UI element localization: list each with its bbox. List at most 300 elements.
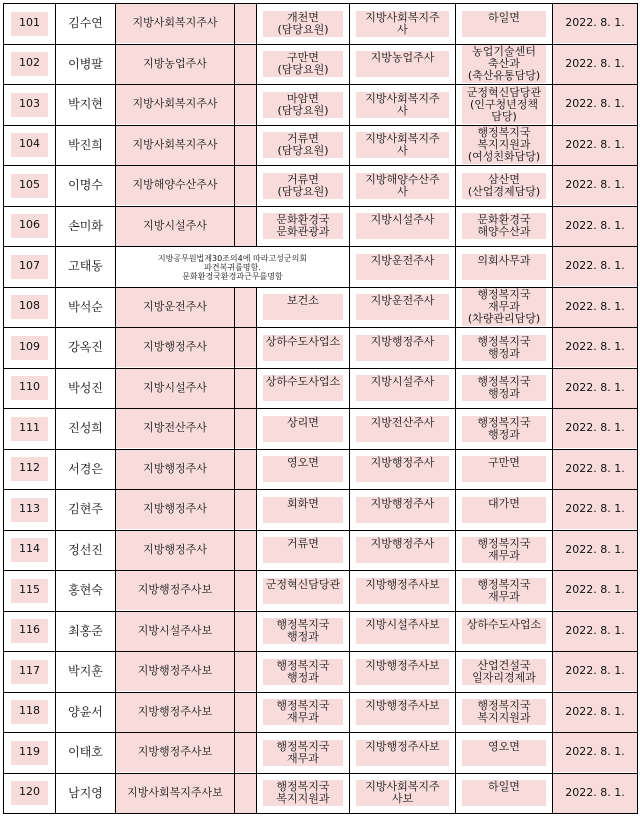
new-dept-box: [462, 497, 546, 523]
cell-name: [56, 773, 116, 814]
row-number-badge: 113: [11, 498, 49, 522]
cell-marker: [235, 368, 257, 409]
cell-number: [4, 733, 56, 774]
employee-name: 손미화: [68, 218, 103, 233]
new-rank-line: 지방사회복지주: [365, 91, 440, 105]
cell-date: [553, 247, 638, 288]
cell-date: [553, 611, 638, 652]
new-rank-box: [356, 497, 448, 523]
cell-prev-rank: [116, 449, 235, 490]
employee-name: 서경은: [68, 461, 103, 476]
cell-prev-dept: [257, 409, 350, 450]
cell-prev-rank: [116, 733, 235, 774]
prev-dept-line: (담당요원): [277, 103, 329, 117]
cell-new-dept: [456, 490, 553, 531]
cell-prev-rank: [116, 287, 235, 328]
effective-date-box: 2022. 8. 1.: [553, 85, 637, 124]
row-number-badge: 108: [11, 295, 49, 319]
prev-dept-line: 구만면: [287, 51, 319, 65]
cell-new-rank: [350, 490, 456, 531]
cell-new-dept: [456, 247, 553, 288]
cell-prev-dept: [257, 125, 350, 166]
employee-name: 박성진: [68, 380, 103, 395]
cell-new-rank: [350, 4, 456, 45]
new-dept-box: [462, 288, 546, 326]
prev-dept-box: [263, 578, 344, 604]
cell-name: [56, 733, 116, 774]
cell-name: [56, 328, 116, 369]
marker-box: [235, 612, 256, 651]
cell-new-rank: [350, 44, 456, 85]
new-dept-line: 행정복지국: [477, 699, 531, 713]
cell-name: [56, 449, 116, 490]
table-row: [4, 490, 638, 531]
cell-date: [553, 692, 638, 733]
new-dept-box: [462, 335, 546, 361]
cell-marker: [235, 125, 257, 166]
cell-marker: [235, 571, 257, 612]
cell-new-rank: [350, 206, 456, 247]
new-dept-box: [462, 126, 546, 164]
cell-date: [553, 166, 638, 207]
prev-dept-line: 상리면: [287, 415, 319, 429]
prev-rank-box: 지방운전주사: [116, 288, 234, 327]
row-number-badge: 117: [11, 660, 49, 684]
prev-rank-box: 지방사회복지주사: [116, 85, 234, 124]
row-number-badge: 107: [11, 255, 49, 279]
table-row: [4, 692, 638, 733]
new-rank-box: [356, 173, 448, 199]
cell-name: [56, 44, 116, 85]
prev-rank-box: 지방행정주사보: [116, 571, 234, 610]
new-rank-line: 지방전산주사: [370, 415, 435, 429]
new-rank-line: 지방행정주사: [370, 456, 435, 470]
cell-new-dept: [456, 692, 553, 733]
new-dept-line: 복지지원과: [477, 138, 531, 152]
new-rank-box: [356, 537, 448, 563]
cell-prev-rank: [116, 611, 235, 652]
cell-new-rank: [350, 328, 456, 369]
new-rank-line: 지방시설주사: [370, 213, 435, 227]
cell-new-dept: [456, 85, 553, 126]
prev-rank-box: 지방사회복지주사: [116, 4, 234, 43]
new-dept-box: [462, 780, 546, 806]
prev-dept-line: 개천면: [287, 10, 319, 24]
prev-dept-line: 행정과: [287, 670, 319, 684]
employee-name: 박진희: [68, 137, 103, 152]
table-row: [4, 166, 638, 207]
new-dept-line: 의회사무과: [477, 253, 531, 267]
cell-prev-dept: [257, 490, 350, 531]
cell-marker: [235, 4, 257, 45]
cell-number: [4, 611, 56, 652]
new-dept-box: [462, 659, 546, 685]
prev-dept-line: (담당요원): [277, 63, 329, 77]
new-rank-line: 사: [397, 184, 408, 198]
cell-date: [553, 44, 638, 85]
cell-prev-rank: [116, 4, 235, 45]
effective-date-box: 2022. 8. 1.: [553, 571, 637, 610]
new-rank-box: [356, 213, 448, 239]
employee-name: 김수연: [68, 16, 103, 31]
new-dept-box: [462, 173, 546, 199]
cell-prev-rank: [116, 652, 235, 693]
cell-new-rank: [350, 409, 456, 450]
new-dept-line: 담당): [491, 109, 517, 123]
marker-box: [235, 571, 256, 610]
cell-number: [4, 490, 56, 531]
cell-new-dept: [456, 409, 553, 450]
cell-prev-dept: [257, 206, 350, 247]
cell-new-rank: [350, 571, 456, 612]
cell-marker: [235, 409, 257, 450]
row-number-badge: 114: [11, 538, 49, 562]
cell-number: [4, 571, 56, 612]
new-dept-line: 대가면: [488, 496, 520, 510]
cell-marker: [235, 530, 257, 571]
cell-date: [553, 85, 638, 126]
new-rank-line: 지방행정주사보: [365, 699, 440, 713]
effective-date-box: 2022. 8. 1.: [553, 774, 637, 813]
appointment-note: 지방공무원법제30조의4에 따라고성군의회 파견복귀를명함. 문화환경국환경과근무를명함: [157, 253, 308, 281]
effective-date-box: 2022. 8. 1.: [553, 693, 637, 732]
table-body: [4, 4, 638, 814]
row-number-badge: 118: [11, 700, 49, 724]
prev-dept-box: [263, 537, 344, 563]
marker-box: [235, 531, 256, 570]
cell-new-rank: [350, 125, 456, 166]
cell-prev-dept: [257, 287, 350, 328]
prev-dept-box: [263, 213, 344, 239]
new-rank-box: [356, 578, 448, 604]
effective-date-box: 2022. 8. 1.: [553, 652, 637, 691]
new-rank-line: 지방시설주사: [370, 375, 435, 389]
personnel-appointment-table: [3, 3, 638, 814]
cell-new-rank: [350, 773, 456, 814]
new-rank-box: [356, 699, 448, 725]
prev-dept-box: [263, 618, 344, 644]
marker-box: [235, 490, 256, 529]
new-dept-line: 행정과: [488, 387, 520, 401]
prev-dept-line: 행정복지국: [276, 780, 330, 794]
cell-name: [56, 409, 116, 450]
prev-rank-box: 지방해양수산주사: [116, 166, 234, 205]
cell-new-dept: [456, 733, 553, 774]
new-rank-line: 지방행정주사: [370, 496, 435, 510]
cell-number: [4, 247, 56, 288]
table-row: [4, 125, 638, 166]
row-number-badge: 115: [11, 579, 49, 603]
cell-new-dept: [456, 125, 553, 166]
cell-number: [4, 328, 56, 369]
prev-dept-line: 행정복지국: [276, 699, 330, 713]
prev-dept-line: 회화면: [287, 496, 319, 510]
table-row: [4, 328, 638, 369]
table-row: [4, 4, 638, 45]
cell-prev-dept: [257, 85, 350, 126]
new-dept-line: (축산유통담당): [467, 69, 541, 83]
cell-new-dept: [456, 652, 553, 693]
prev-rank-box: 지방전산주사: [116, 409, 234, 448]
new-dept-line: 재무과: [488, 549, 520, 563]
new-rank-line: 사: [397, 144, 408, 158]
cell-marker: [235, 206, 257, 247]
new-dept-line: 영오면: [488, 739, 520, 753]
cell-date: [553, 206, 638, 247]
cell-prev-dept: [257, 530, 350, 571]
effective-date-box: 2022. 8. 1.: [553, 328, 637, 367]
marker-box: [235, 207, 256, 246]
effective-date-box: 2022. 8. 1.: [553, 207, 637, 246]
cell-date: [553, 652, 638, 693]
row-number-badge: 105: [11, 174, 49, 198]
new-dept-box: [462, 375, 546, 401]
cell-new-rank: [350, 692, 456, 733]
prev-rank-box: 지방행정주사보: [116, 652, 234, 691]
effective-date-box: 2022. 8. 1.: [553, 288, 637, 327]
new-dept-line: 상하수도사업소: [466, 618, 542, 632]
prev-dept-box: [263, 375, 344, 401]
new-dept-box: [462, 740, 546, 766]
new-rank-box: [356, 132, 448, 158]
cell-name: [56, 692, 116, 733]
row-number-badge: 119: [11, 741, 49, 765]
prev-dept-line: 행정복지국: [276, 739, 330, 753]
prev-rank-box: 지방행정주사: [116, 531, 234, 570]
prev-dept-box: [263, 497, 344, 523]
table-row: [4, 247, 638, 288]
cell-name: [56, 85, 116, 126]
cell-number: [4, 4, 56, 45]
cell-new-rank: [350, 733, 456, 774]
new-rank-line: 지방행정주사보: [365, 739, 440, 753]
cell-date: [553, 409, 638, 450]
prev-dept-box: [263, 51, 344, 77]
cell-prev-dept: [257, 166, 350, 207]
cell-marker: [235, 692, 257, 733]
new-dept-line: 행정복지국: [477, 415, 531, 429]
cell-new-dept: [456, 44, 553, 85]
employee-name: 이병팔: [68, 56, 103, 71]
prev-dept-line: 문화환경국: [276, 213, 330, 227]
cell-new-dept: [456, 611, 553, 652]
new-rank-line: 사: [397, 103, 408, 117]
cell-new-rank: [350, 85, 456, 126]
prev-dept-box: [263, 335, 344, 361]
marker-box: [235, 369, 256, 408]
table-row: [4, 449, 638, 490]
cell-new-rank: [350, 368, 456, 409]
cell-prev-rank: [116, 44, 235, 85]
new-dept-line: 행정과: [488, 346, 520, 360]
cell-name: [56, 247, 116, 288]
cell-number: [4, 166, 56, 207]
cell-prev-dept: [257, 449, 350, 490]
new-rank-box: [356, 740, 448, 766]
new-dept-box: [462, 578, 546, 604]
row-number-badge: 102: [11, 52, 49, 76]
cell-marker: [235, 166, 257, 207]
prev-rank-box: 지방행정주사: [116, 490, 234, 529]
cell-date: [553, 4, 638, 45]
cell-name: [56, 206, 116, 247]
prev-rank-box: 지방사회복지주사보: [116, 774, 234, 813]
marker-box: [235, 774, 256, 813]
prev-dept-line: 행정복지국: [276, 618, 330, 632]
new-rank-line: 지방사회복지주: [365, 132, 440, 146]
new-rank-box: [356, 92, 448, 118]
employee-name: 정선진: [68, 542, 103, 557]
row-number-badge: 101: [11, 12, 49, 36]
new-dept-line: 행정과: [488, 427, 520, 441]
cell-marker: [235, 652, 257, 693]
cell-prev-dept: [257, 328, 350, 369]
cell-new-dept: [456, 571, 553, 612]
cell-date: [553, 125, 638, 166]
prev-dept-box: [263, 416, 344, 442]
cell-prev-rank: [116, 692, 235, 733]
table-row: [4, 206, 638, 247]
marker-box: [235, 328, 256, 367]
cell-marker: [235, 85, 257, 126]
prev-dept-box: [263, 173, 344, 199]
table-row: [4, 409, 638, 450]
employee-name: 김현주: [68, 502, 103, 517]
marker-box: [235, 126, 256, 165]
new-dept-line: 복지지원과: [477, 711, 531, 725]
cell-marker: [235, 44, 257, 85]
cell-date: [553, 530, 638, 571]
cell-prev-rank: [116, 368, 235, 409]
new-rank-box: [356, 51, 448, 77]
employee-name: 양윤서: [68, 704, 103, 719]
cell-marker: [235, 611, 257, 652]
cell-new-rank: [350, 247, 456, 288]
cell-number: [4, 692, 56, 733]
new-rank-box: [356, 11, 448, 37]
effective-date-box: 2022. 8. 1.: [553, 612, 637, 651]
prev-dept-line: 마암면: [287, 91, 319, 105]
cell-new-rank: [350, 449, 456, 490]
cell-name: [56, 166, 116, 207]
prev-dept-line: 상하수도사업소: [265, 375, 341, 389]
new-rank-line: 사: [397, 22, 408, 36]
employee-name: 강옥진: [68, 340, 103, 355]
cell-number: [4, 287, 56, 328]
cell-new-dept: [456, 449, 553, 490]
cell-marker: [235, 490, 257, 531]
prev-dept-line: 행정복지국: [276, 658, 330, 672]
cell-number: [4, 85, 56, 126]
cell-number: [4, 449, 56, 490]
table-row: [4, 287, 638, 328]
new-rank-box: [356, 618, 448, 644]
effective-date-box: 2022. 8. 1.: [553, 369, 637, 408]
cell-number: [4, 530, 56, 571]
cell-prev-dept: [257, 368, 350, 409]
prev-dept-box: [263, 92, 344, 118]
table-row: [4, 611, 638, 652]
table-row: [4, 571, 638, 612]
cell-new-rank: [350, 611, 456, 652]
cell-new-rank: [350, 166, 456, 207]
new-dept-line: 구만면: [488, 456, 520, 470]
new-dept-line: 문화환경국: [477, 213, 531, 227]
prev-rank-box: 지방시설주사보: [116, 612, 234, 651]
employee-name: 최홍준: [68, 623, 103, 638]
new-rank-line: 지방운전주사: [370, 294, 435, 308]
cell-number: [4, 652, 56, 693]
new-dept-box: [462, 456, 546, 482]
prev-rank-box: 지방행정주사보: [116, 733, 234, 772]
new-dept-box: [462, 416, 546, 442]
new-dept-line: 하일면: [488, 10, 520, 24]
marker-box: [235, 166, 256, 205]
new-dept-box: [462, 699, 546, 725]
cell-new-rank: [350, 287, 456, 328]
prev-rank-box: 지방행정주사보: [116, 693, 234, 732]
new-rank-line: 지방사회복지주: [365, 10, 440, 24]
cell-marker: [235, 733, 257, 774]
new-rank-box: [356, 456, 448, 482]
prev-dept-line: 재무과: [287, 711, 319, 725]
table-row: [4, 530, 638, 571]
table-row: [4, 733, 638, 774]
new-dept-line: 축산과: [488, 57, 520, 71]
row-number-badge: 104: [11, 133, 49, 157]
table-row: [4, 773, 638, 814]
employee-name: 이태호: [68, 745, 103, 760]
cell-new-rank: [350, 530, 456, 571]
cell-date: [553, 287, 638, 328]
cell-date: [553, 368, 638, 409]
new-dept-line: 농업기술센터: [472, 45, 536, 59]
prev-dept-line: 거류면: [287, 537, 319, 551]
new-dept-box: [462, 213, 546, 239]
new-rank-box: [356, 780, 448, 806]
cell-prev-rank: [116, 206, 235, 247]
cell-new-dept: [456, 4, 553, 45]
new-dept-box: [462, 254, 546, 280]
cell-prev-rank: [116, 571, 235, 612]
cell-prev-dept: [257, 44, 350, 85]
employee-name: 남지영: [68, 785, 103, 800]
new-rank-box: [356, 375, 448, 401]
new-dept-line: (산업경제담당): [467, 184, 541, 198]
new-dept-line: (인구청년정책: [469, 97, 539, 111]
new-dept-box: [462, 537, 546, 563]
cell-prev-rank: [116, 125, 235, 166]
cell-new-dept: [456, 368, 553, 409]
new-dept-line: 해양수산과: [477, 225, 531, 239]
row-number-badge: 110: [11, 376, 49, 400]
row-number-badge: 106: [11, 214, 49, 238]
table-row: [4, 652, 638, 693]
marker-box: [235, 450, 256, 489]
prev-dept-box: [263, 132, 344, 158]
new-dept-line: (여성친화담당): [467, 150, 541, 164]
new-rank-line: 지방행정주사보: [365, 658, 440, 672]
cell-number: [4, 368, 56, 409]
employee-name: 박지현: [68, 97, 103, 112]
cell-number: [4, 773, 56, 814]
cell-number: [4, 206, 56, 247]
table-row: [4, 368, 638, 409]
cell-date: [553, 773, 638, 814]
new-dept-line: 일자리경제과: [472, 670, 536, 684]
cell-marker: [235, 328, 257, 369]
effective-date-box: 2022. 8. 1.: [553, 4, 637, 43]
